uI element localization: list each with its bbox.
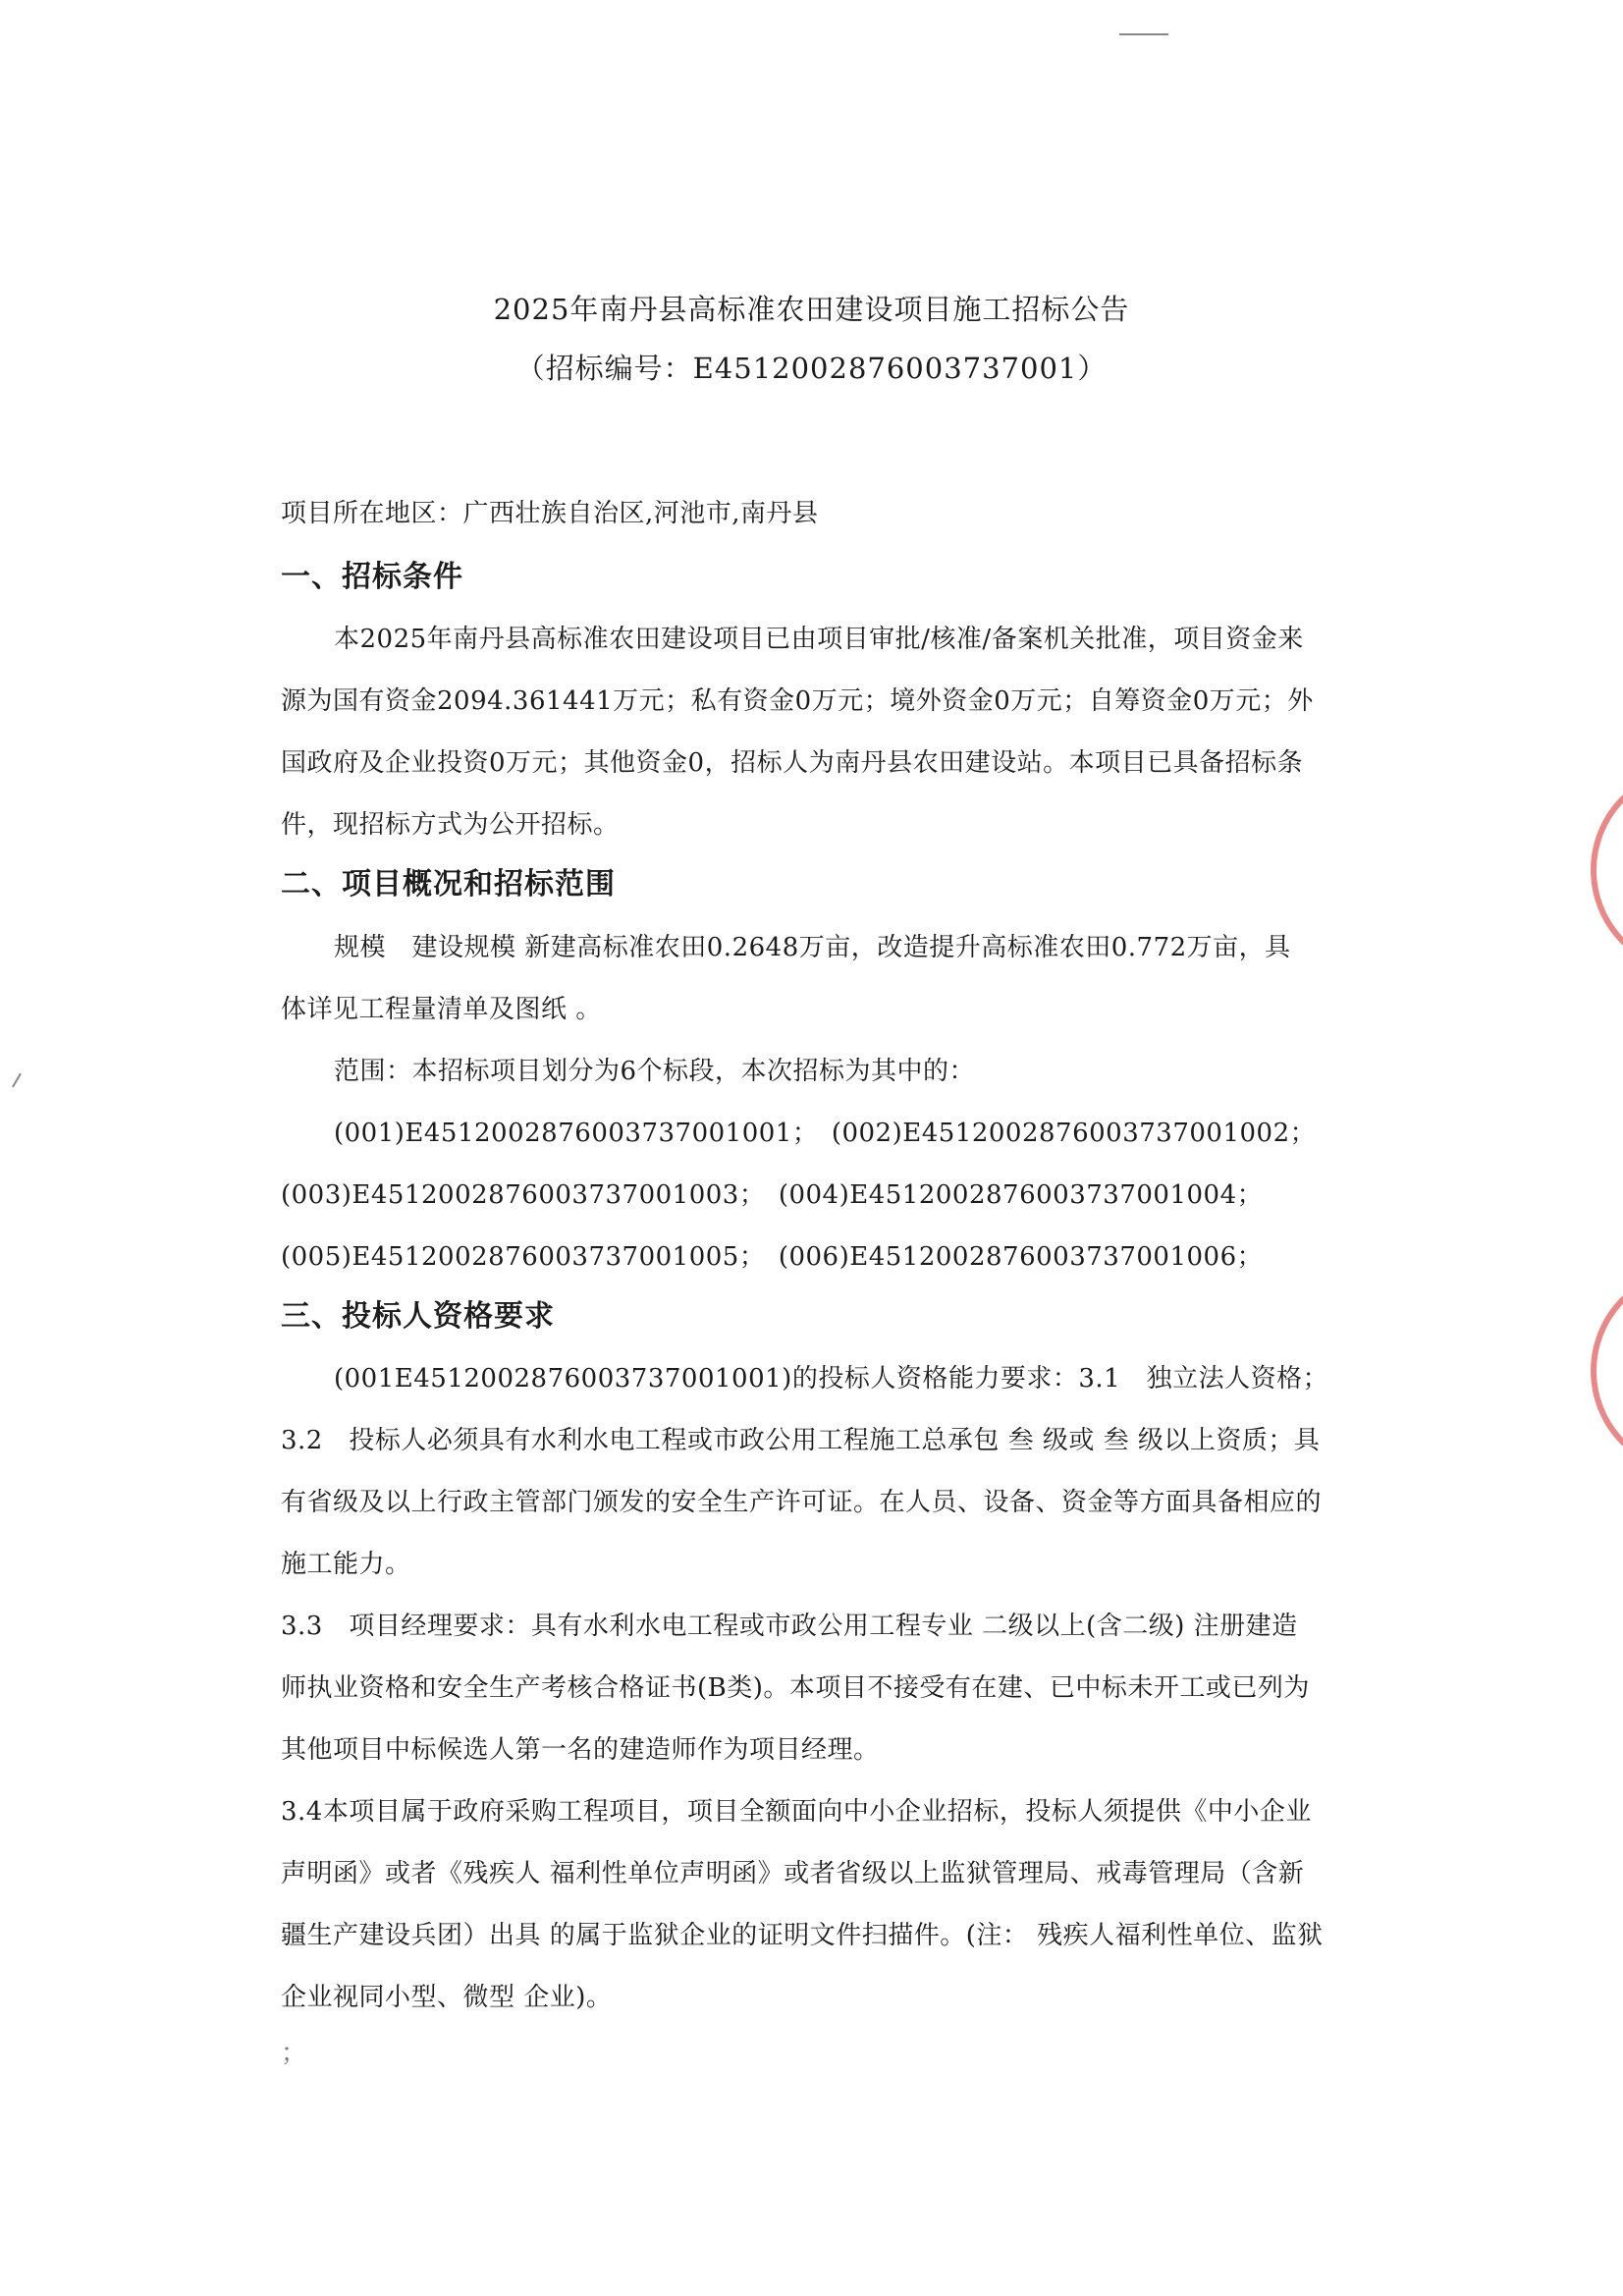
tender-number: （招标编号：E4512002876003737001） bbox=[515, 352, 1108, 385]
paragraph-line: (001E4512002876003737001001)的投标人资格能力要求：3.1 独立法人资格； bbox=[334, 1364, 1329, 1394]
paragraph-line: 件，现招标方式为公开招标。 bbox=[281, 810, 620, 840]
paragraph-line: 疆生产建设兵团）出具 的属于监狱企业的证明文件扫描件。(注： 残疾人福利性单位、监狱 bbox=[281, 1921, 1324, 1950]
paragraph-line: 3.3 项目经理要求：具有水利水电工程或市政公用工程专业 二级以上(含二级) 注册建造 bbox=[281, 1612, 1298, 1641]
paragraph-line: 范围：本招标项目划分为6个标段，本次招标为其中的： bbox=[334, 1057, 976, 1086]
lot-list-line: (001)E4512002876003737001001； (002)E4512002876003737001002； bbox=[334, 1119, 1317, 1148]
scan-mark-top bbox=[1119, 33, 1168, 35]
paragraph-line: 3.2 投标人必须具有水利水电工程或市政公用工程施工总承包 叁 级或 叁 级以上资质；具 bbox=[281, 1426, 1321, 1455]
document-title: 2025年南丹县高标准农田建设项目施工招标公告 bbox=[493, 293, 1130, 326]
paragraph-line: 国政府及企业投资0万元；其他资金0，招标人为南丹县农田建设站。本项目已具备招标条 bbox=[281, 748, 1304, 778]
section-heading-bidding-conditions: 一、招标条件 bbox=[281, 560, 463, 594]
section-heading-bidder-qualifications: 三、投标人资格要求 bbox=[281, 1299, 555, 1334]
paragraph-line: 其他项目中标候选人第一名的建造师作为项目经理。 bbox=[281, 1735, 880, 1765]
paragraph-line: 有省级及以上行政主管部门颁发的安全生产许可证。在人员、设备、资金等方面具备相应的 bbox=[281, 1488, 1323, 1517]
lot-list-line: (003)E4512002876003737001003； (004)E4512002876003737001004； bbox=[281, 1180, 1264, 1210]
paragraph-line: 师执业资格和安全生产考核合格证书(B类)。本项目不接受有在建、已中标未开工或已列为 bbox=[281, 1673, 1310, 1703]
paragraph-line: 企业视同小型、微型 企业)。 bbox=[281, 1983, 613, 2012]
project-location: 项目所在地区：广西壮族自治区,河池市,南丹县 bbox=[281, 499, 819, 528]
trailing-mark: ； bbox=[281, 2039, 307, 2068]
paragraph-line: 声明函》或者《残疾人 福利性单位声明函》或者省级以上监狱管理局、戒毒管理局（含新 bbox=[281, 1859, 1305, 1888]
section-heading-project-overview: 二、项目概况和招标范围 bbox=[281, 867, 616, 902]
paragraph-line: 规模 建设规模 新建高标准农田0.2648万亩，改造提升高标准农田0.772万亩，具 bbox=[334, 933, 1291, 962]
lot-list-line: (005)E4512002876003737001005； (006)E4512002876003737001006； bbox=[281, 1242, 1264, 1272]
paragraph-line: 源为国有资金2094.361441万元；私有资金0万元；境外资金0万元；自筹资金0万元；外 bbox=[281, 686, 1314, 716]
scan-mark-left bbox=[12, 1073, 22, 1088]
red-seal-stamp-upper bbox=[1591, 766, 1623, 974]
paragraph-line: 体详见工程量清单及图纸 。 bbox=[281, 995, 602, 1024]
paragraph-line: 3.4本项目属于政府采购工程项目，项目全额面向中小企业招标，投标人须提供《中小企业 bbox=[281, 1797, 1312, 1827]
paragraph-line: 施工能力。 bbox=[281, 1550, 411, 1579]
paragraph-line: 本2025年南丹县高标准农田建设项目已由项目审批/核准/备案机关批准，项目资金来 bbox=[334, 625, 1304, 654]
red-seal-stamp-lower bbox=[1591, 1267, 1623, 1475]
